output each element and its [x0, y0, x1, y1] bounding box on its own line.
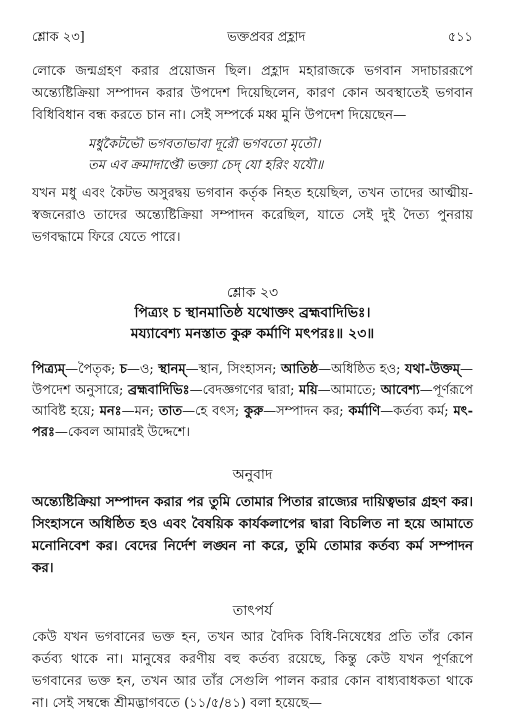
synonym-meaning: —সম্পাদন কর; — [263, 404, 349, 419]
sloka-line-1: পিত্র্যং চ স্থানমাতিষ্ঠ যথোক্তং ব্রহ্মবাদিভিঃ। — [134, 305, 371, 321]
synonym-term: কর্মাণি — [348, 404, 381, 419]
translation-heading: অনুবাদ — [232, 467, 273, 483]
synonym-meaning: —স্থান, সিংহাসন; — [185, 362, 281, 377]
synonym-term: আবেশ্য — [380, 383, 420, 398]
synonym-term: মৎ-পরঃ — [32, 404, 473, 440]
synonym-meaning: —মন; — [121, 404, 159, 419]
madhva-quote — [88, 134, 473, 176]
intro-paragraph: লোকে জন্মগ্রহণ করার প্রয়োজন ছিল। প্রহ্লাদ মহারাজকে ভগবান সদাচাররূপে অন্ত্যেষ্টিক্রিয়া সম্পাদন করার উপদেশ দিয়েছিলেন, কারণ কোন অবস্থাতেই ভগবান বিধিবিধান বন্ধ করতে চান না। সেই সম্পর্কে মধ্ব মুনি উপদেশ দিয়েছেন— — [32, 64, 473, 123]
synonym-term: যথা-উক্তম্ — [404, 362, 460, 377]
synonym-meaning: —অধিষ্ঠিত হও; — [318, 362, 405, 377]
after-quote-paragraph: যখন মধু এবং কৈটভ অসুরদ্বয় ভগবান কর্তৃক নিহত হয়েছিল, তখন তাদের আত্মীয়-স্বজনেরাও তাদের অন্ত্যেষ্টিক্রিয়া সম্পাদন করেছিল, যাতে সেই দুই দৈত্য পুনরায় ভগবদ্ধামে ফিরে যেতে পারে। — [32, 186, 473, 245]
synonym-term: কুরু — [244, 404, 264, 419]
synonym-term: চ — [119, 362, 127, 377]
synonym-meaning: —কেবল আমারই উদ্দেশে। — [54, 425, 191, 440]
synonym-term: তাত — [158, 404, 183, 419]
page-header — [32, 28, 473, 49]
sloka-line-2: ময্যাবেশ্য মনস্তাত কুরু কর্মাণি মৎপরঃ॥ ২৩॥ — [130, 326, 375, 342]
quote-line-1: মধুকৈটভৌ ভগবতাভাবা দূরৌ ভগবতো মৃতৌ। — [88, 137, 321, 152]
translation-text: অন্ত্যেষ্টিক্রিয়া সম্পাদন করার পর তুমি তোমার পিতার রাজ্যের দায়িত্বভার গ্রহণ কর। সিংহাসনে অধিষ্ঠিত হও এবং বৈষয়িক কার্যকলাপের দ্বারা বিচলিত না হয়ে আমাতে মনোনিবেশ কর। বেদের নির্দেশ লঙ্ঘন না করে, তুমি তোমার কর্তব্য কর্ম সম্পাদন কর। — [32, 494, 473, 576]
word-meanings — [32, 359, 473, 443]
synonym-meaning: —পূর্ণরূপে আবিষ্ট হয়ে; — [32, 383, 473, 419]
synonym-term: মনঃ — [99, 404, 122, 419]
purport-heading: তাৎপর্য — [232, 603, 273, 619]
synonym-meaning: —ও; — [126, 362, 159, 377]
header-verse-ref: শ্লোক ২৩] — [32, 30, 85, 45]
synonym-term: ব্রহ্মবাদিভিঃ — [127, 383, 190, 398]
synonym-term: ময়ি — [299, 383, 318, 398]
sloka-title: শ্লোক ২৩ — [226, 285, 279, 301]
synonym-term: পিত্র্যম্ — [32, 362, 66, 377]
synonym-meaning: —উপদেশ অনুসারে; — [32, 362, 473, 398]
purport-text: কেউ যখন ভগবানের ভক্ত হন, তখন আর বৈদিক বিধি-নিষেধের প্রতি তাঁর কোন কর্তব্য থাকে না। মানুষের করণীয় বহু কর্তব্য রয়েছে, কিন্তু কেউ যখন পূর্ণরূপে ভগবানের ভক্ত হন, তখন আর তাঁর সেগুলি পালন করার কোন বাধ্যবাধকতা থাকে না। সেই সম্বন্ধে শ্রীমদ্ভাগবতে (১১/৫/৪১) বলা হয়েছে— — [32, 630, 473, 711]
synonym-meaning: —আমাতে; — [317, 383, 381, 398]
synonym-meaning: —বেদজ্ঞগণের দ্বারা; — [189, 383, 300, 398]
synonym-meaning: —কর্তব্য কর্ম; — [380, 404, 454, 419]
header-chapter-title: ভক্তপ্রবর প্রহ্লাদ — [227, 30, 306, 45]
header-page-number: ৫১১ — [447, 30, 473, 45]
synonym-meaning: —পৈতৃক; — [65, 362, 120, 377]
quote-line-2: তম এব ক্রমাদাপ্তৌ ভক্ত্যা চেদ্ যো হরিং যযৌ॥ — [88, 158, 324, 173]
synonym-term: আতিষ্ঠ — [280, 362, 319, 377]
synonym-meaning: —হে বৎস; — [182, 404, 245, 419]
synonym-term: স্থানম্ — [158, 362, 186, 377]
